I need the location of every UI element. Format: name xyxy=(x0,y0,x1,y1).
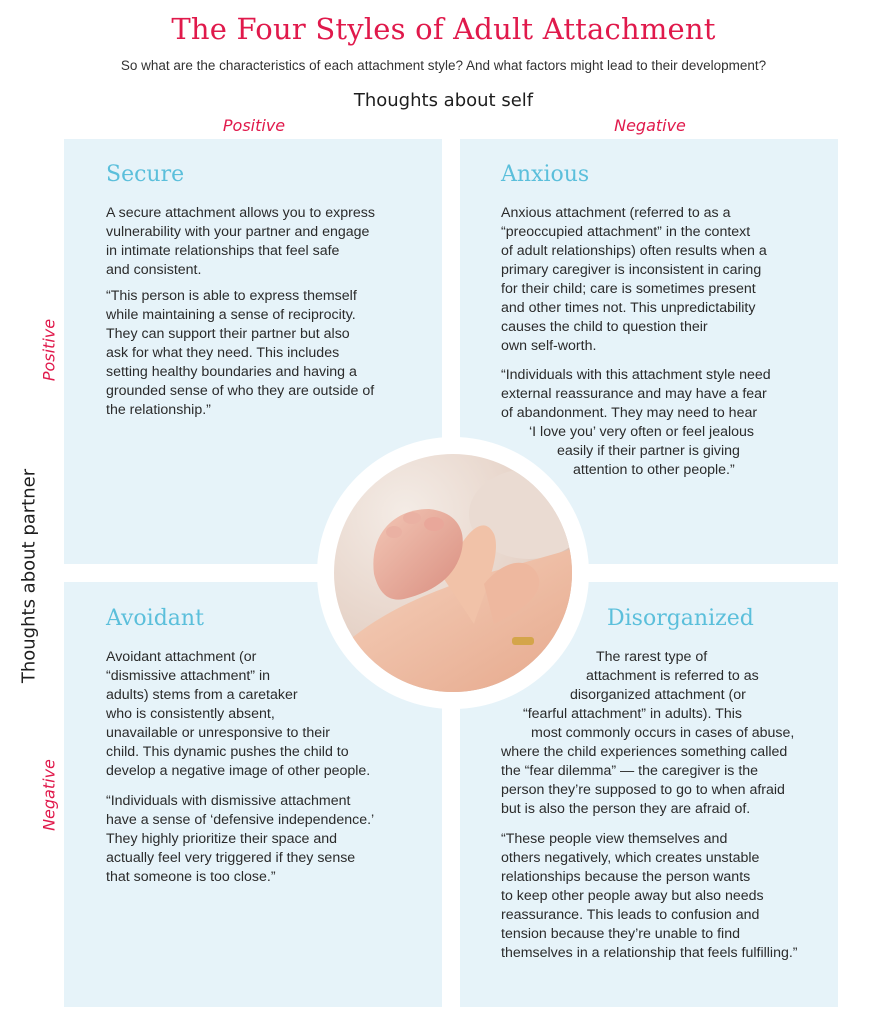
text-line: the relationship.” xyxy=(106,402,211,418)
text-line: “fearful attachment” in adults). This xyxy=(523,706,742,722)
text-line: others negatively, which creates unstable xyxy=(501,850,760,866)
text-line: of abandonment. They may need to hear xyxy=(501,405,758,421)
text-line: and other times not. This unpredictability xyxy=(501,300,756,316)
text-line: disorganized attachment (or xyxy=(570,687,746,703)
text-line: grounded sense of who they are outside of xyxy=(106,383,375,399)
axis-label-self: Thoughts about self xyxy=(353,90,534,111)
avoidant-quote xyxy=(106,792,374,887)
text-line: vulnerability with your partner and engage xyxy=(106,224,370,240)
axis-label-partner: Thoughts about partner xyxy=(18,468,40,684)
anxious-description xyxy=(501,204,767,356)
text-line: “dismissive attachment” in xyxy=(106,668,270,684)
text-line: “This person is able to express themself xyxy=(106,288,357,304)
text-line: attachment is referred to as xyxy=(586,668,759,684)
text-line: that someone is too close.” xyxy=(106,869,276,885)
text-line: The rarest type of xyxy=(596,649,708,665)
column-label-positive: Positive xyxy=(222,116,286,135)
text-line: themselves in a relationship that feels fulfilling.” xyxy=(501,945,798,961)
text-line: who is consistently absent, xyxy=(106,706,275,722)
row-label-negative: Negative xyxy=(39,759,59,831)
text-line: the “fear dilemma” — the caregiver is the xyxy=(501,763,759,779)
column-label-negative: Negative xyxy=(614,116,686,135)
hands-illustration xyxy=(334,454,572,692)
text-line: actually feel very triggered if they sense xyxy=(106,850,356,866)
text-line: and consistent. xyxy=(106,262,202,278)
text-line: reassurance. This leads to confusion and xyxy=(501,907,760,923)
text-line: They highly prioritize their space and xyxy=(106,831,338,847)
text-line: setting healthy boundaries and having a xyxy=(106,364,357,380)
hands-photo xyxy=(334,454,572,692)
text-line: develop a negative image of other people. xyxy=(106,763,371,779)
text-line: tension because they’re unable to find xyxy=(501,926,740,942)
text-line: in intimate relationships that feel safe xyxy=(106,243,340,259)
page-title: The Four Styles of Adult Attachment xyxy=(171,12,716,46)
text-line: ask for what they need. This includes xyxy=(106,345,340,361)
text-line: of adult relationships) often results when a xyxy=(501,243,767,259)
heading-avoidant: Avoidant xyxy=(106,606,204,631)
avoidant-description xyxy=(106,648,370,781)
secure-quote xyxy=(106,287,374,420)
disorganized-quote xyxy=(501,830,798,963)
text-line: most commonly occurs in cases of abuse, xyxy=(531,725,795,741)
text-line: Avoidant attachment (or xyxy=(106,649,257,665)
secure-description xyxy=(106,204,375,280)
text-line: but is also the person they are afraid of. xyxy=(501,801,751,817)
text-line: unavailable or unresponsive to their xyxy=(106,725,330,741)
row-label-positive: Positive xyxy=(39,318,59,382)
heading-secure: Secure xyxy=(106,162,185,187)
text-line: for their child; care is sometimes present xyxy=(501,281,756,297)
text-line: child. This dynamic pushes the child to xyxy=(106,744,349,760)
text-line: attention to other people.” xyxy=(573,462,735,478)
text-line: person they’re supposed to go to when afraid xyxy=(501,782,785,798)
text-line: while maintaining a sense of reciprocity. xyxy=(106,307,356,323)
heading-anxious: Anxious xyxy=(501,162,590,187)
text-line: relationships because the person wants xyxy=(501,869,751,885)
text-line: “preoccupied attachment” in the context xyxy=(501,224,751,240)
page-subtitle: So what are the characteristics of each attachment style? And what factors might lead to their development? xyxy=(120,58,767,73)
text-line: ‘I love you’ very often or feel jealous xyxy=(529,424,755,440)
anxious-quote xyxy=(501,366,771,480)
text-line: have a sense of ‘defensive independence.’ xyxy=(106,812,375,828)
text-line: They can support their partner but also xyxy=(106,326,350,342)
text-line: easily if their partner is giving xyxy=(557,443,740,459)
text-line: primary caregiver is inconsistent in caring xyxy=(501,262,762,278)
text-line: own self-worth. xyxy=(501,338,597,354)
text-line: Anxious attachment (referred to as a xyxy=(501,205,731,221)
text-line: causes the child to question their xyxy=(501,319,708,335)
text-line: to keep other people away but also needs xyxy=(501,888,764,904)
text-line: where the child experiences something called xyxy=(501,744,788,760)
disorganized-description xyxy=(501,648,794,819)
text-line: adults) stems from a caretaker xyxy=(106,687,298,703)
heading-disorganized: Disorganized xyxy=(607,606,754,631)
text-line: “These people view themselves and xyxy=(501,831,728,847)
text-line: “Individuals with dismissive attachment xyxy=(106,793,351,809)
text-line: A secure attachment allows you to express xyxy=(106,205,375,221)
text-line: “Individuals with this attachment style need xyxy=(501,367,771,383)
text-line: external reassurance and may have a fear xyxy=(501,386,767,402)
